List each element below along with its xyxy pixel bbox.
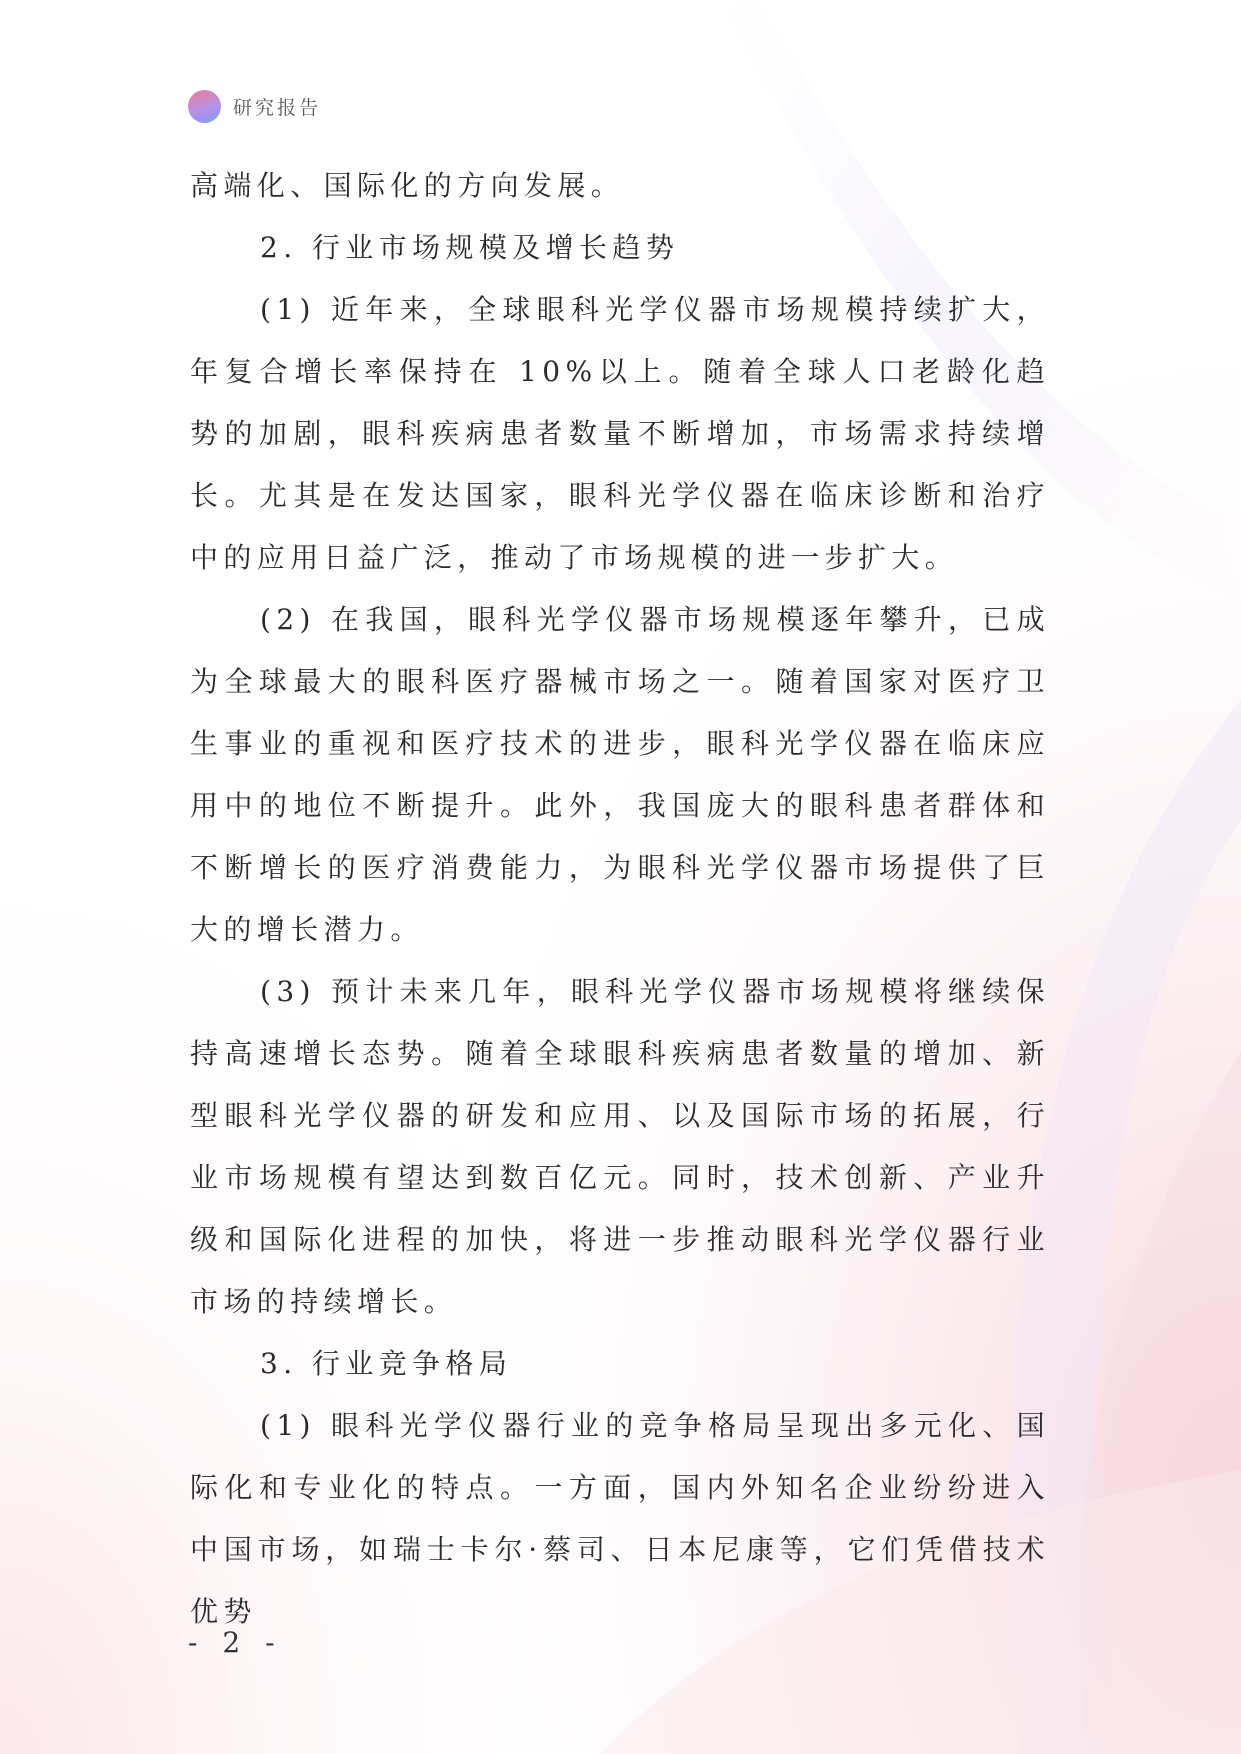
- report-header: [188, 89, 321, 123]
- paragraph: (2) 在我国，眼科光学仪器市场规模逐年攀升，已成为全球最大的眼科医疗器械市场之一。随着国家对医疗卫生事业的重视和医疗技术的进步，眼科光学仪器在临床应用中的地位不断提升。此外，我国庞大的眼科患者群体和不断增长的医疗消费能力，为眼科光学仪器市场提供了巨大的增长潜力。: [190, 603, 1050, 946]
- paragraph: (1) 眼科光学仪器行业的竞争格局呈现出多元化、国际化和专业化的特点。一方面，国内外知名企业纷纷进入中国市场，如瑞士卡尔·蔡司、日本尼康等，它们凭借技术优势: [190, 1409, 1050, 1628]
- paragraph: 高端化、国际化的方向发展。: [190, 169, 625, 202]
- paragraph: (3) 预计未来几年，眼科光学仪器市场规模将继续保持高速增长态势。随着全球眼科疾病患者数量的增加、新型眼科光学仪器的研发和应用、以及国际市场的拓展，行业市场规模有望达到数百亿元。同时，技术创新、产业升级和国际化进程的加快，将进一步推动眼科光学仪器行业市场的持续增长。: [190, 975, 1050, 1318]
- page-number: - 2 -: [188, 1626, 283, 1659]
- section-heading: 3. 行业竞争格局: [260, 1347, 513, 1380]
- paragraph: (1) 近年来，全球眼科光学仪器市场规模持续扩大，年复合增长率保持在 10%以上。随着全球人口老龄化趋势的加剧，眼科疾病患者数量不断增加，市场需求持续增长。尤其是在发达国家，眼科光学仪器在临床诊断和治疗中的应用日益广泛，推动了市场规模的进一步扩大。: [190, 293, 1050, 574]
- header-title: 研究报告: [233, 96, 322, 119]
- section-heading: 2. 行业市场规模及增长趋势: [260, 231, 680, 264]
- logo-icon: [188, 90, 221, 123]
- document-body: [190, 155, 1050, 1643]
